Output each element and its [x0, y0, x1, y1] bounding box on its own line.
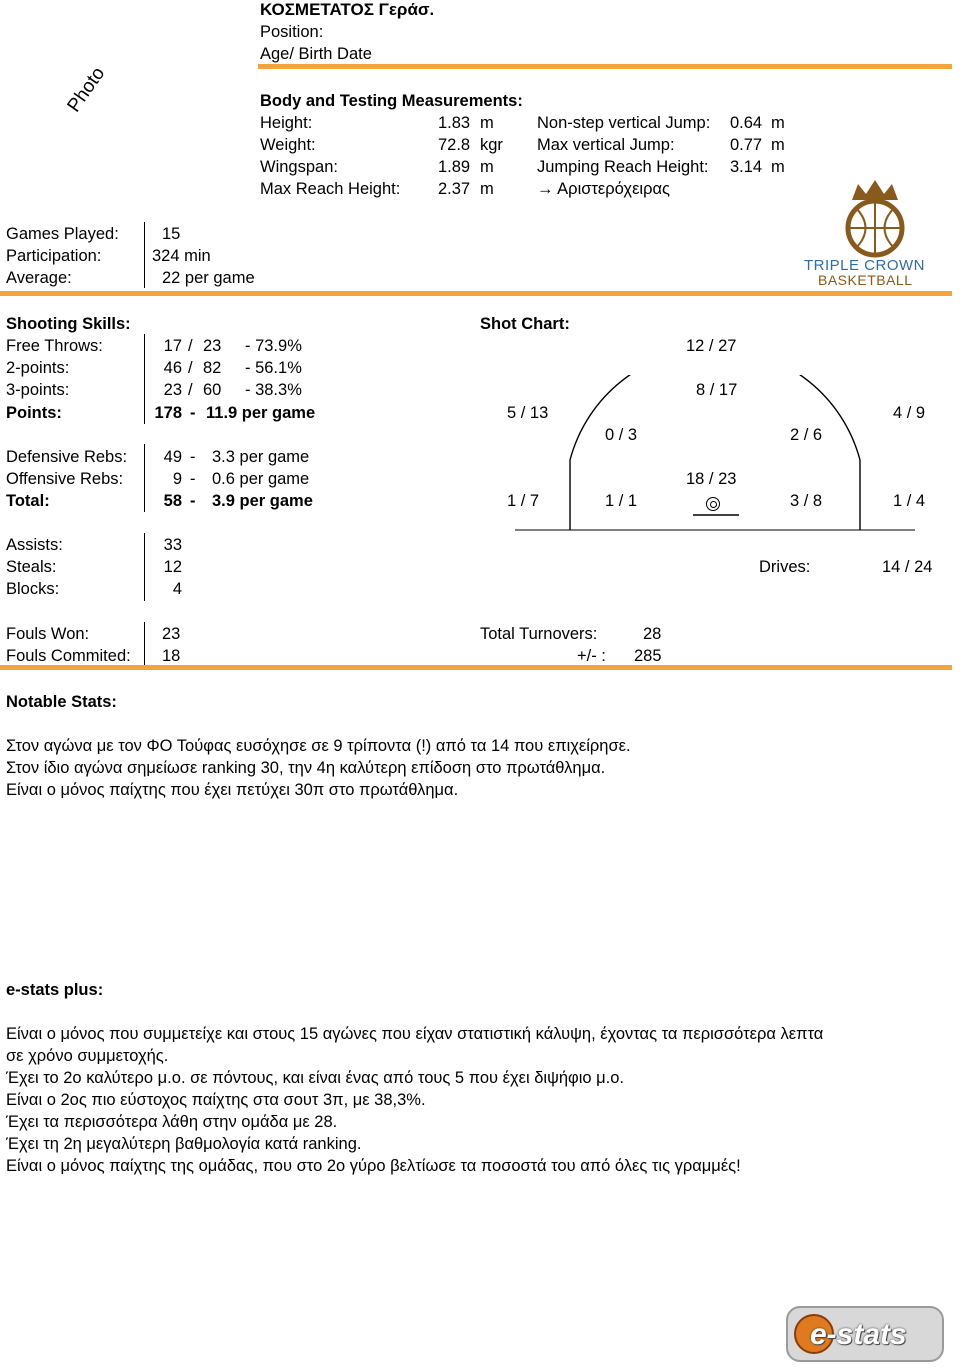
participation-label: Participation:	[6, 247, 102, 265]
header-divider	[258, 64, 952, 69]
player-name: ΚΟΣΜΕΤΑΤΟΣ Γεράσ.	[260, 0, 435, 19]
games-label: Games Played:	[6, 225, 119, 243]
blocks-label: Blocks:	[6, 580, 60, 598]
estats-logo	[786, 1306, 944, 1362]
drives-label: Drives:	[759, 558, 811, 576]
shot-chart-title: Shot Chart:	[480, 315, 570, 333]
section-divider-2	[0, 665, 952, 670]
plusminus-label: +/- :	[577, 647, 606, 665]
average-label: Average:	[6, 269, 72, 287]
nonstep-jump-unit: m	[771, 114, 785, 132]
three-slash: /	[188, 381, 193, 399]
steals-label: Steals:	[6, 558, 57, 576]
jumping-reach-label: Jumping Reach Height:	[537, 158, 709, 176]
assists-label: Assists:	[6, 536, 63, 554]
ft-att: 23	[203, 337, 222, 355]
blocks-value: 4	[172, 580, 182, 598]
three-made: 23	[163, 381, 182, 399]
total-rebs-per: 3.9 per game	[212, 492, 313, 510]
def-rebs-value: 49	[163, 448, 182, 466]
basketball-text: BASKETBALL	[818, 272, 913, 288]
def-rebs-per: 3.3 per game	[212, 448, 310, 466]
zone-top-arc: 8 / 17	[696, 381, 738, 399]
three-pct: - 38.3%	[245, 381, 302, 399]
total-rebs-value: 58	[163, 492, 182, 510]
nonstep-jump-value: 0.64	[730, 114, 763, 132]
ft-slash: /	[188, 337, 193, 355]
estats-logo-text: e-stats	[810, 1318, 907, 1351]
three-label: 3-points:	[6, 381, 70, 399]
def-rebs-dash: -	[190, 448, 196, 466]
zone-left-corner: 1 / 7	[507, 492, 540, 510]
shooting-divider	[144, 334, 145, 424]
two-pct: - 56.1%	[245, 359, 302, 377]
weight-value: 72.8	[438, 136, 471, 154]
estats-line: Έχει τη 2η μεγαλύτερη βαθμολογία κατά ranking.	[6, 1135, 362, 1153]
zone-left-base: 1 / 1	[605, 492, 638, 510]
two-att: 82	[203, 359, 222, 377]
points-label: Points:	[6, 404, 62, 422]
points-dash: -	[190, 404, 196, 422]
wingspan-label: Wingspan:	[260, 158, 338, 176]
notable-line: Στον αγώνα με τον ΦΟ Τούφας ευσόχησε σε 9 τρίποντα (!) από τα 14 που επιχείρησε.	[6, 737, 631, 755]
photo-placeholder: Photo	[63, 63, 110, 117]
max-reach-label: Max Reach Height:	[260, 180, 401, 198]
estats-line: σε χρόνο συμμετοχής.	[6, 1047, 169, 1065]
total-rebs-dash: -	[190, 492, 196, 510]
two-label: 2-points:	[6, 359, 70, 377]
fouls-divider	[144, 622, 145, 668]
max-reach-unit: m	[480, 180, 494, 198]
two-made: 46	[163, 359, 182, 377]
measurements-title: Body and Testing Measurements:	[260, 92, 523, 110]
points-per-game: 11.9 per game	[206, 404, 316, 422]
height-value: 1.83	[438, 114, 471, 132]
handedness: → Αριστερόχειρας	[537, 180, 670, 198]
fouls-commited-label: Fouls Commited:	[6, 647, 131, 665]
zone-right-mid: 2 / 6	[790, 426, 823, 444]
assists-value: 33	[163, 536, 182, 554]
three-att: 60	[203, 381, 222, 399]
max-reach-value: 2.37	[438, 180, 471, 198]
height-label: Height:	[260, 114, 313, 132]
zone-right-base: 3 / 8	[790, 492, 823, 510]
fouls-commited-value: 18	[162, 647, 181, 665]
participation-value: 324 min	[152, 247, 211, 265]
turnovers-label: Total Turnovers:	[480, 625, 598, 643]
notable-line: Είναι ο μόνος παίχτης που έχει πετύχει 30π στο πρωτάθλημα.	[6, 781, 459, 799]
jumping-reach-value: 3.14	[730, 158, 763, 176]
jumping-reach-unit: m	[771, 158, 785, 176]
fouls-won-label: Fouls Won:	[6, 625, 90, 643]
games-value: 15	[162, 225, 181, 243]
shooting-title: Shooting Skills:	[6, 315, 131, 333]
ft-label: Free Throws:	[6, 337, 103, 355]
ft-pct: - 73.9%	[245, 337, 302, 355]
nonstep-jump-label: Non-step vertical Jump:	[537, 114, 711, 132]
off-rebs-dash: -	[190, 470, 196, 488]
max-vertical-label: Max vertical Jump:	[537, 136, 675, 154]
average-value: 22 per game	[162, 269, 255, 287]
height-unit: m	[480, 114, 494, 132]
basket-icon	[706, 497, 720, 511]
estats-line: Έχει το 2ο καλύτερο μ.ο. σε πόντους, και είναι ένας από τους 5 που έχει διψήφιο μ.ο.	[6, 1069, 625, 1087]
points-value: 178	[154, 404, 182, 422]
estats-line: Είναι ο μόνος παίχτης της ομάδας, που στο 2ο γύρο βελτίωσε τα ποσοστά του από όλες τις γραμμές!	[6, 1157, 741, 1175]
steals-value: 12	[163, 558, 182, 576]
estats-line: Έχει τα περισσότερα λάθη στην ομάδα με 28.	[6, 1113, 338, 1131]
zone-right-wing: 4 / 9	[893, 404, 926, 422]
zone-left-mid: 0 / 3	[605, 426, 638, 444]
zone-right-corner: 1 / 4	[893, 492, 926, 510]
zone-paint: 18 / 23	[686, 470, 737, 488]
wingspan-unit: m	[480, 158, 494, 176]
off-rebs-label: Offensive Rebs:	[6, 470, 124, 488]
def-rebs-label: Defensive Rebs:	[6, 448, 128, 466]
participation-divider	[144, 222, 145, 288]
age-label: Age/ Birth Date	[260, 45, 372, 63]
triple-crown-text: TRIPLE CROWN	[804, 257, 926, 274]
zone-top: 12 / 27	[686, 337, 737, 355]
ft-made: 17	[163, 337, 182, 355]
weight-label: Weight:	[260, 136, 316, 154]
estats-line: Είναι ο 2ος πιο εύστοχος παίχτης στα σουτ 3π, με 38,3%.	[6, 1091, 426, 1109]
rebounds-divider	[144, 444, 145, 512]
notable-title: Notable Stats:	[6, 693, 117, 711]
wingspan-value: 1.89	[438, 158, 471, 176]
two-slash: /	[188, 359, 193, 377]
position-label: Position:	[260, 23, 324, 41]
turnovers-value: 28	[643, 625, 662, 643]
misc-divider	[144, 533, 145, 601]
total-rebs-label: Total:	[6, 492, 50, 510]
weight-unit: kgr	[480, 136, 503, 154]
off-rebs-value: 9	[172, 470, 182, 488]
plusminus-value: 285	[634, 647, 662, 665]
drives-value: 14 / 24	[882, 558, 933, 576]
max-vertical-value: 0.77	[730, 136, 763, 154]
section-divider-1	[0, 291, 952, 296]
estats-title: e-stats plus:	[6, 981, 104, 999]
zone-left-wing: 5 / 13	[507, 404, 549, 422]
estats-line: Είναι ο μόνος που συμμετείχε και στους 15 αγώνες που είχαν στατιστική κάλυψη, έχοντας τα περισσότερα λεπτα	[6, 1025, 824, 1043]
fouls-won-value: 23	[162, 625, 181, 643]
max-vertical-unit: m	[771, 136, 785, 154]
triple-crown-logo	[800, 178, 950, 288]
off-rebs-per: 0.6 per game	[212, 470, 310, 488]
notable-line: Στον ίδιο αγώνα σημείωσε ranking 30, την 4η καλύτερη επίδοση στο πρωτάθλημα.	[6, 759, 606, 777]
